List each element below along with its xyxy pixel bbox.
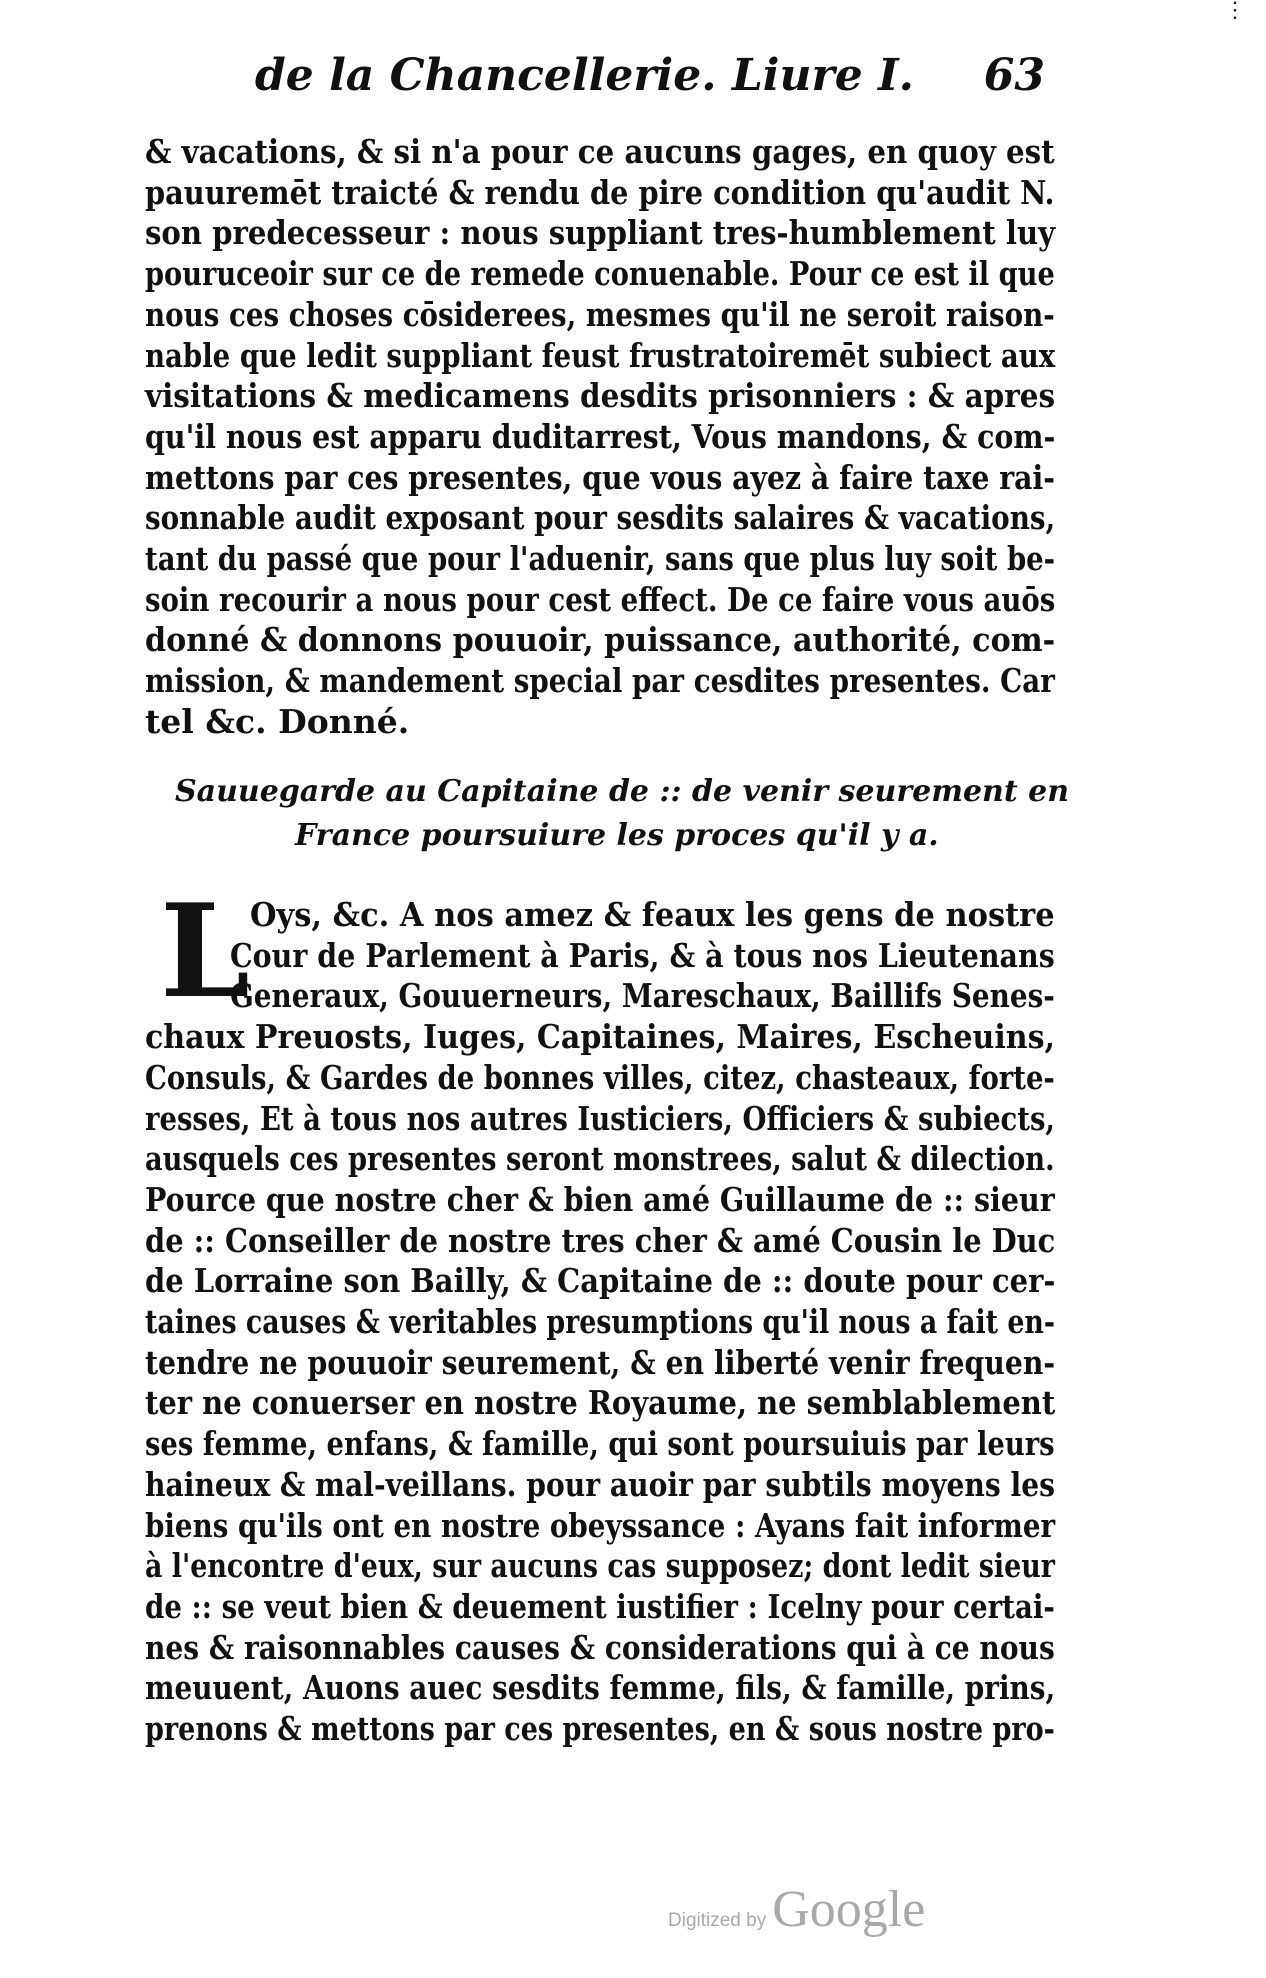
text-line: de :: Conseiller de nostre tres cher & amé Cousin le Duc	[145, 1220, 1056, 1260]
text-line: tant du passé que pour l'aduenir, sans que plus luy soit be-	[145, 539, 1056, 579]
text-line: meuuent, Auons auec sesdits femme, fils, & famille, prins,	[145, 1668, 1056, 1708]
running-title: de la Chancellerie. Liure I.	[255, 50, 914, 101]
text-line: visitations & medicamens desdits prisonniers : & apres	[145, 376, 1056, 416]
text-line: haineux & mal-veillans. pour auoir par subtils moyens les	[145, 1464, 1056, 1504]
heading-line-2: France poursuiure les proces qu'il y a.	[295, 818, 939, 853]
drop-cap: L	[160, 877, 250, 1027]
text-line: nable que ledit suppliant feust frustratoiremēt subiect aux	[145, 335, 1056, 375]
text-line: Pource que nostre cher & bien amé Guillaume de :: sieur	[145, 1179, 1055, 1219]
text-line: Cour de Parlement à Paris, & à tous nos Lieutenans	[230, 935, 1055, 975]
section-heading	[175, 770, 1070, 858]
text-line: mettons par ces presentes, que vous ayez à faire taxe rai-	[145, 457, 1056, 497]
text-line: prenons & mettons par ces presentes, en & sous nostre pro-	[145, 1709, 1055, 1749]
text-line: son predecesseur : nous suppliant tres-humblement luy	[145, 213, 1056, 253]
text-block-continuation	[145, 132, 1055, 743]
text-line: tel &c. Donné.	[145, 701, 410, 741]
text-line: biens qu'ils ont en nostre obeyssance : Ayans fait informer	[145, 1505, 1056, 1545]
text-line: Oys, &c. A nos amez & feaux les gens de nostre	[250, 895, 1055, 934]
text-line: à l'encontre d'eux, sur aucuns cas supposez; dont ledit sieur	[145, 1546, 1055, 1586]
digitized-by-label: Digitized by	[668, 1910, 767, 1931]
text-line: ses femme, enfans, & famille, qui sont poursuiuis par leurs	[145, 1424, 1055, 1464]
text-line: resses, Et à tous nos autres Iusticiers, Officiers & subiects,	[145, 1098, 1056, 1138]
text-line: soin recourir a nous pour cest effect. De ce faire vous auōs	[145, 579, 1056, 619]
running-header	[255, 50, 1045, 101]
text-line: de Lorraine son Bailly, & Capitaine de :: doute pour cer-	[145, 1261, 1056, 1301]
text-line: ausquels ces presentes seront monstrees, salut & dilection.	[145, 1139, 1055, 1179]
page-number: 63	[983, 50, 1045, 101]
text-line: pouruceoir sur ce de remede conuenable. Pour ce est il que	[145, 254, 1055, 294]
text-line: nes & raisonnables causes & considerations qui à ce nous	[145, 1627, 1055, 1667]
text-line: ter ne conuerser en nostre Royaume, ne semblablement	[145, 1383, 1056, 1423]
text-line: taines causes & veritables presumptions qu'il nous a fait en-	[145, 1302, 1056, 1342]
text-line: pauuremēt traicté & rendu de pire condition qu'audit N.	[145, 172, 1055, 212]
text-line: tendre ne pouuoir seurement, & en liberté venir frequen-	[145, 1342, 1056, 1382]
text-line: qu'il nous est apparu duditarrest, Vous mandons, & com-	[145, 416, 1056, 456]
text-block-letter	[145, 895, 1055, 1750]
text-line: nous ces choses cōsiderees, mesmes qu'il ne seroit raison-	[145, 294, 1055, 334]
digitization-watermark	[668, 1880, 925, 1939]
text-line: donné & donnons pouuoir, puissance, authorité, com-	[145, 620, 1056, 660]
text-line: sonnable audit exposant pour sesdits salaires & vacations,	[145, 498, 1056, 538]
heading-line-1: Sauuegarde au Capitaine de :: de venir seurement en	[175, 774, 1070, 809]
text-line: chaux Preuosts, Iuges, Capitaines, Maires, Escheuins,	[145, 1017, 1056, 1057]
text-line: & vacations, & si n'a pour ce aucuns gages, en quoy est	[145, 132, 1055, 171]
text-line: Generaux, Gouuerneurs, Mareschaux, Baillifs Senes-	[230, 976, 1055, 1016]
text-line: mission, & mandement special par cesdites presentes. Car	[145, 661, 1055, 701]
text-line: Consuls, & Gardes de bonnes villes, citez, chasteaux, forte-	[145, 1057, 1055, 1097]
corner-mark: ⋮	[1224, 0, 1246, 23]
text-line: de :: se veut bien & deuement iustifier : Icelny pour certai-	[145, 1586, 1055, 1626]
google-logo-text: Google	[772, 1881, 926, 1938]
